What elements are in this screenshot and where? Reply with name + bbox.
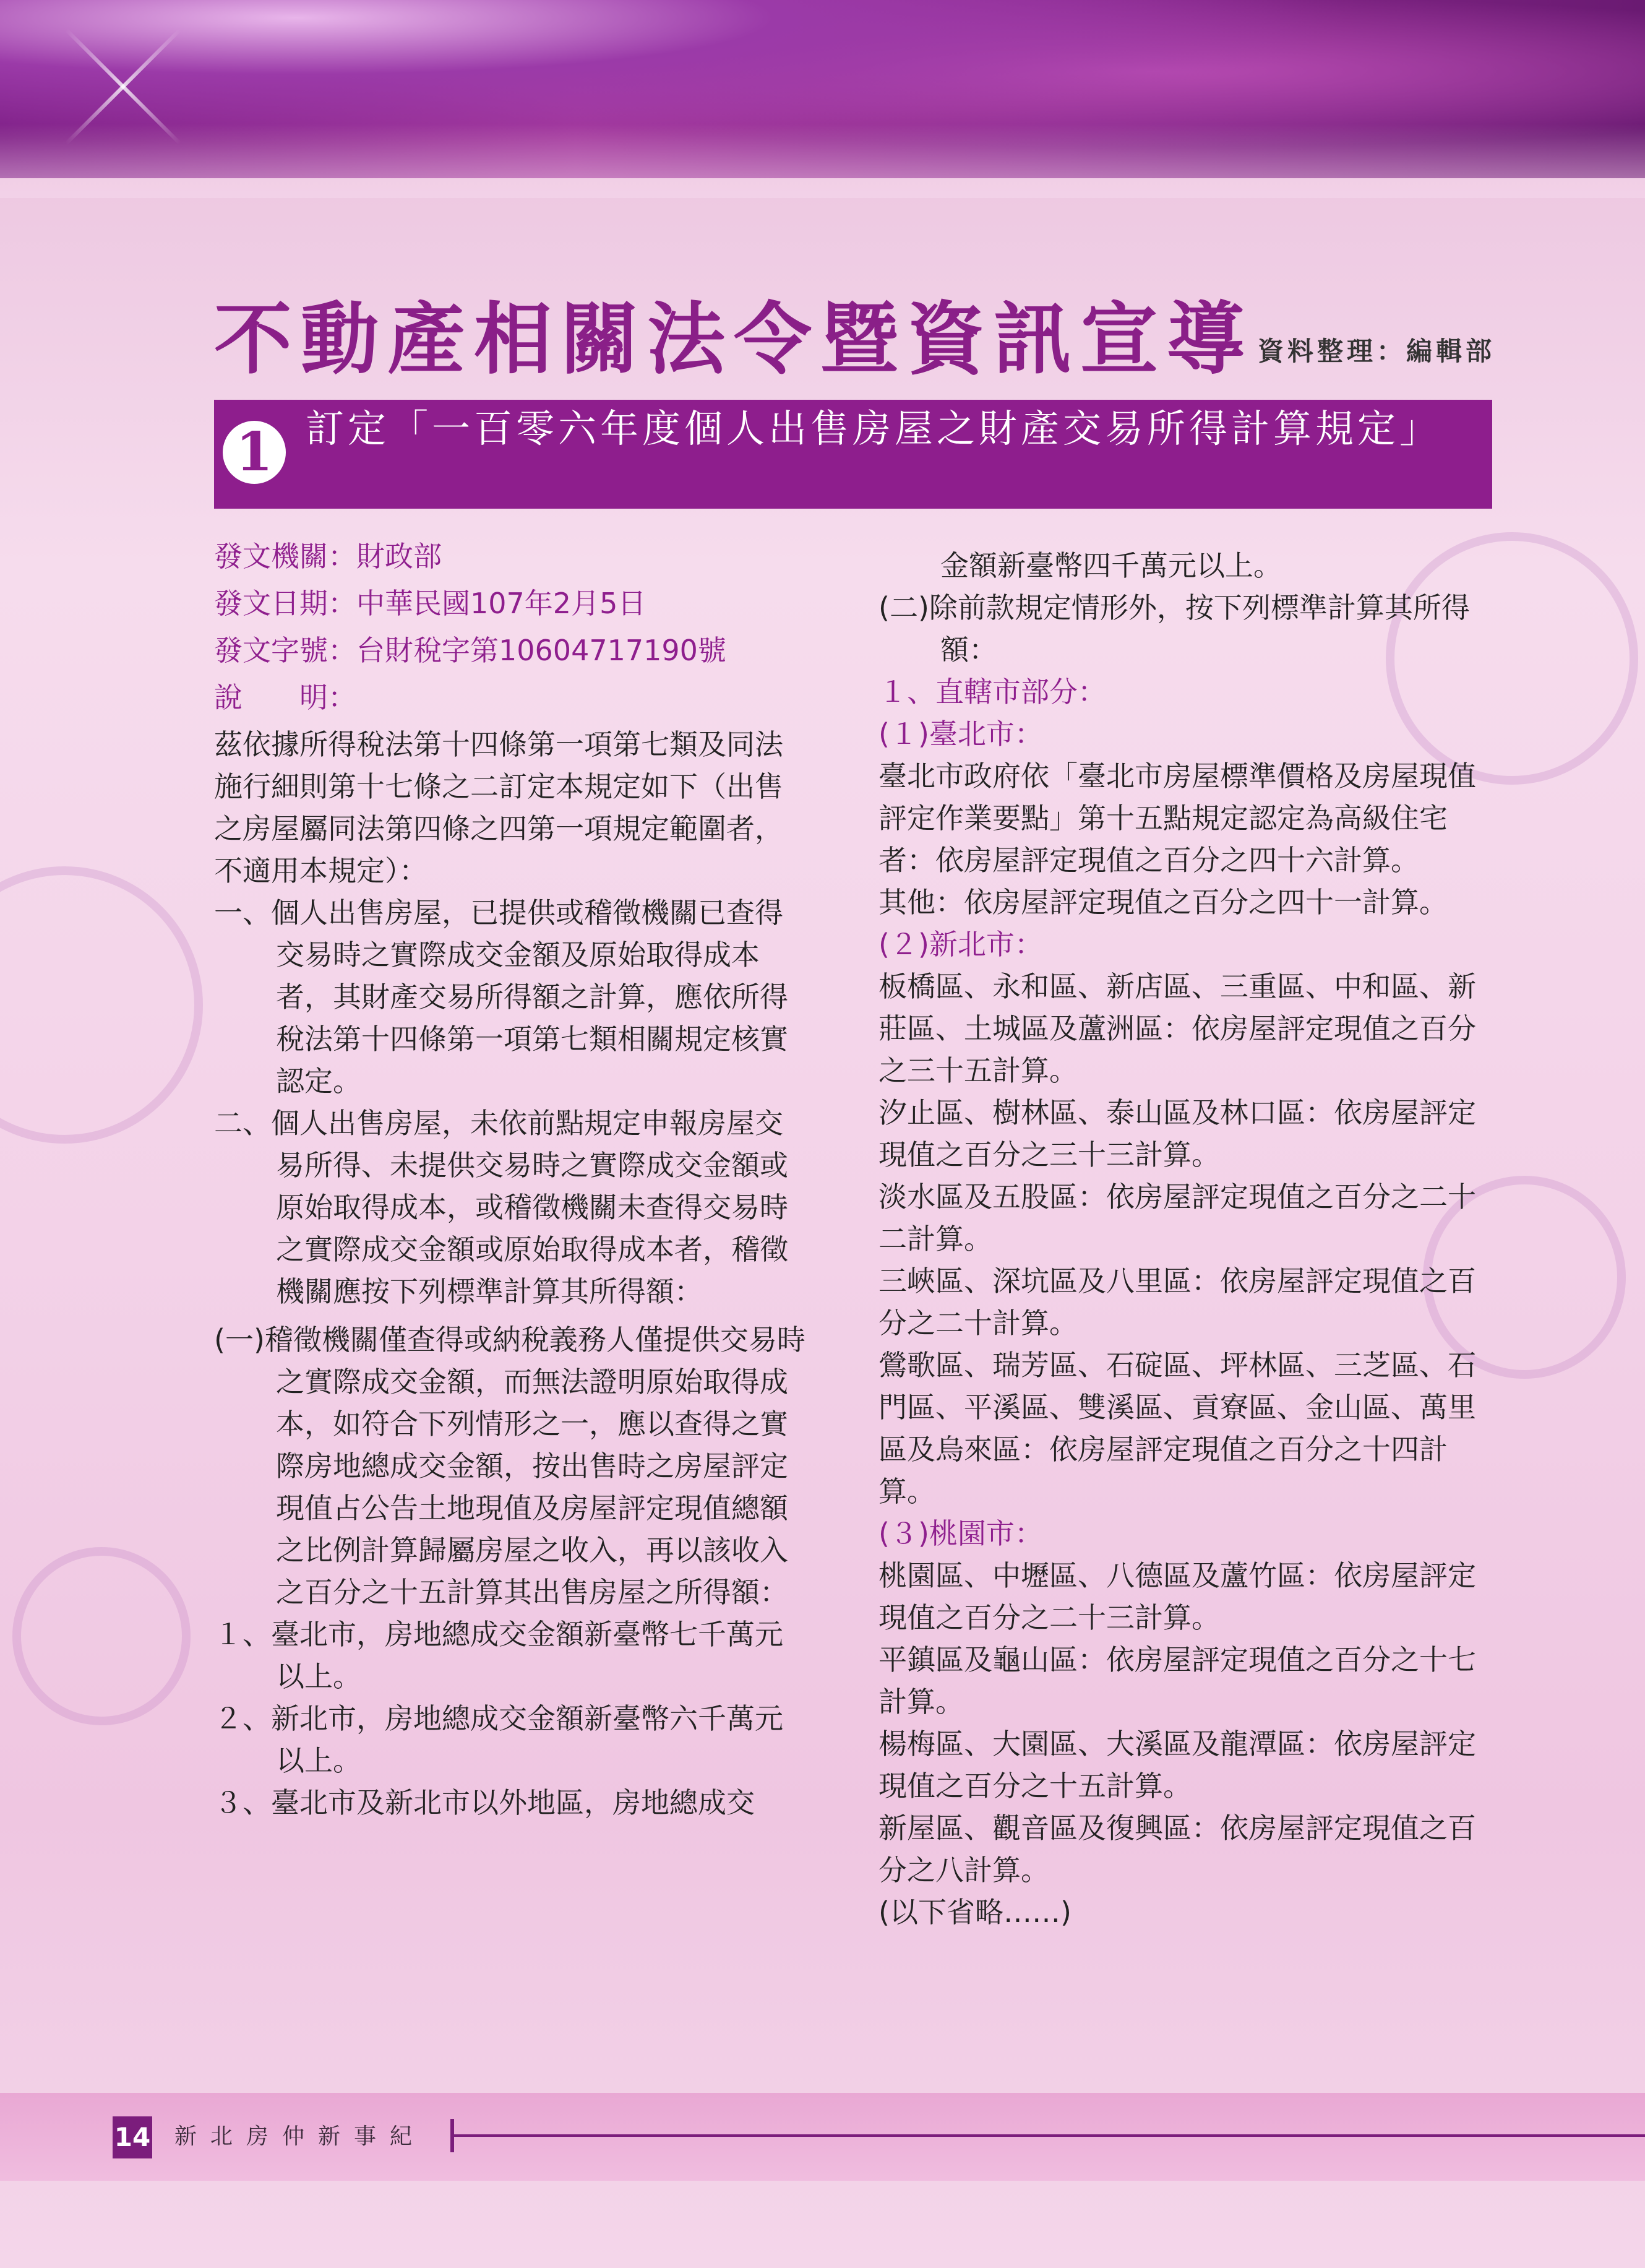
newtaipei-rule-2: 汐止區、樹林區、泰山區及林口區：依房屋評定現值之百分之三十三計算。 — [878, 1096, 1476, 1171]
meta-value: 財政部 — [356, 540, 442, 573]
item-1: 一、個人出售房屋，已提供或稽徵機關已查得交易時之實際成交金額及原始取得成本者，其財產交易所得額之計算，應依所得稅法第十四條第一項第七類相關規定核實認定。 — [214, 896, 788, 1098]
meta-label: 發文日期： — [214, 587, 356, 620]
taoyuan-rule-1: 桃園區、中壢區、八德區及蘆竹區：依房屋評定現值之百分之二十三計算。 — [878, 1559, 1476, 1634]
num-item-2: ２、新北市，房地總成交金額新臺幣六千萬元以上。 — [214, 1702, 783, 1777]
footer-rule — [454, 2134, 1645, 2137]
meta-issuer — [214, 535, 808, 577]
right-column — [878, 545, 1497, 1933]
taoyuan-rule-2: 平鎮區及龜山區：依房屋評定現值之百分之十七計算。 — [878, 1643, 1476, 1718]
page-title: 不動產相關法令暨資訊宣導 — [214, 294, 1253, 385]
newtaipei-rule-3: 淡水區及五股區：依房屋評定現值之百分之二十二計算。 — [878, 1180, 1476, 1256]
decorative-ring — [12, 1547, 191, 1725]
newtaipei-rule-4: 三峽區、深坑區及八里區：依房屋評定現值之百分之二十計算。 — [878, 1264, 1476, 1340]
heading-municipality: １、直轄市部分： — [878, 675, 1106, 709]
subitem-1: (一)稽徵機關僅查得或納稅義務人僅提供交易時之實際成交金額，而無法證明原始取得成本，如符合下列情形之一，應以查得之實際房地總成交金額，按出售時之房屋評定現值占公告土地現值及房屋評定現值總額之比例計算歸屬房屋之收入，再以該收入之百分之十五計算其出售房屋之所得額： — [214, 1323, 805, 1609]
meta-value: 台財稅字第10604717190號 — [356, 634, 726, 667]
meta-description — [214, 676, 808, 718]
section-number-badge: 1 — [223, 421, 286, 484]
taipei-rule-2: 其他：依房屋評定現值之百分之四十一計算。 — [878, 886, 1448, 919]
intro-paragraph: 茲依據所得稅法第十四條第一項第七類及同法施行細則第十七條之二訂定本規定如下（出售之房屋屬同法第四條之四第一項規定範圍者，不適用本規定）： — [214, 728, 783, 887]
magazine-name: 新北房仲新事紀 — [174, 2124, 426, 2149]
taoyuan-label: (３)桃園市： — [878, 1517, 1043, 1550]
taoyuan-rule-4: 新屋區、觀音區及復興區：依房屋評定現值之百分之八計算。 — [878, 1811, 1476, 1887]
newtaipei-rule-1: 板橋區、永和區、新店區、三重區、中和區、新莊區、土城區及蘆洲區：依房屋評定現值之百分之三十五計算。 — [878, 970, 1476, 1087]
taoyuan-rule-3: 楊梅區、大園區、大溪區及龍潭區：依房屋評定現值之百分之十五計算。 — [878, 1727, 1476, 1803]
num-item-3: ３、臺北市及新北市以外地區，房地總成交 — [214, 1786, 755, 1819]
num-item-1: １、臺北市，房地總成交金額新臺幣七千萬元以上。 — [214, 1618, 783, 1693]
meta-docno — [214, 629, 808, 671]
taipei-rule-1: 臺北市政府依「臺北市房屋標準價格及房屋現值評定作業要點」第十五點規定認定為高級住宅者：依房屋評定現值之百分之四十六計算。 — [878, 759, 1476, 877]
left-column — [214, 535, 808, 1824]
page-number: 14 — [113, 2116, 152, 2158]
subitem-2: (二)除前款規定情形外，按下列標準計算其所得額： — [878, 591, 1470, 666]
item-2: 二、個人出售房屋，未依前點規定申報房屋交易所得、未提供交易時之實際成交金額或原始取得成本，或稽徵機關未查得交易時之實際成交金額或原始取得成本者，稽徵機關應按下列標準計算其所得額： — [214, 1106, 788, 1308]
meta-label: 發文機關： — [214, 540, 356, 573]
newtaipei-label: (２)新北市： — [878, 928, 1043, 961]
decorative-ring — [0, 866, 203, 1144]
section-title: 訂定「一百零六年度個人出售房屋之財產交易所得計算規定」 — [306, 406, 1442, 451]
omitted-note: (以下省略……) — [878, 1895, 1072, 1929]
meta-label: 說 明： — [214, 681, 356, 714]
newtaipei-rule-5: 鶯歌區、瑞芳區、石碇區、坪林區、三芝區、石門區、平溪區、雙溪區、貢寮區、金山區、萬里區及烏來區：依房屋評定現值之百分之十四計算。 — [878, 1348, 1476, 1508]
continuation: 金額新臺幣四千萬元以上。 — [940, 549, 1282, 582]
taipei-label: (１)臺北市： — [878, 717, 1043, 751]
editor-credit: 資料整理：編輯部 — [1258, 336, 1496, 366]
banner-fade — [0, 124, 1645, 198]
meta-date — [214, 582, 808, 624]
meta-label: 發文字號： — [214, 634, 356, 667]
meta-value: 中華民國107年2月5日 — [356, 587, 646, 620]
